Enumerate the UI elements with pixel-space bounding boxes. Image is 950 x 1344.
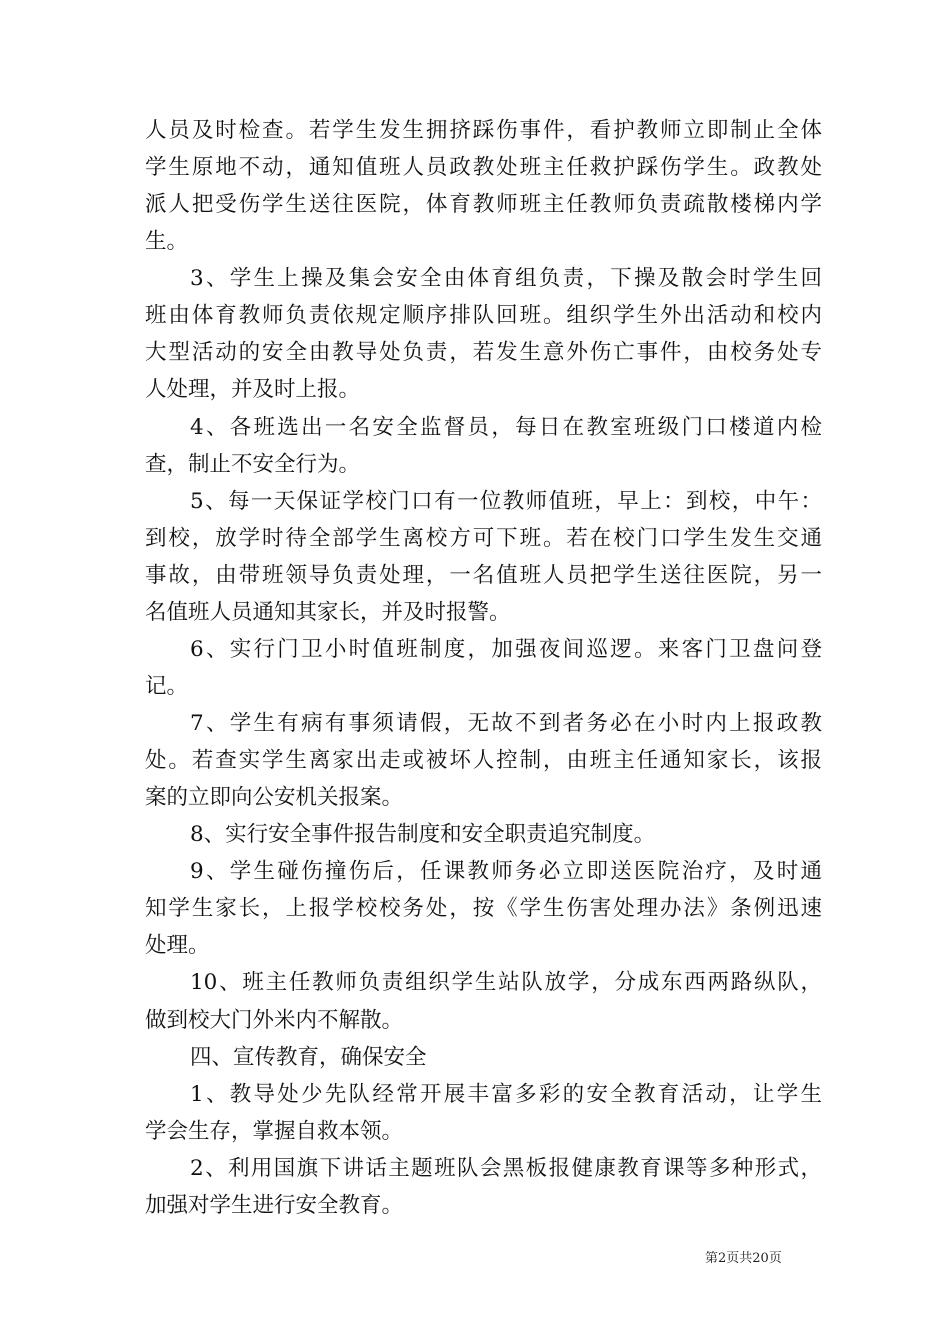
text-line: 3、学生上操及集会安全由体育组负责，下操及散会时学生回 xyxy=(190,266,822,292)
paragraph xyxy=(145,853,822,964)
paragraph xyxy=(145,816,822,853)
text-line: 生。 xyxy=(145,229,189,255)
text-line: 4、各班选出一名安全监督员，每日在教室班级门口楼道内检 xyxy=(190,414,822,440)
text-line: 9、学生碰伤撞伤后，任课教师务必立即送医院治疗，及时通 xyxy=(190,859,822,885)
paragraph xyxy=(145,112,822,260)
text-line: 人员及时检查。若学生发生拥挤踩伤事件，看护教师立即制止全体 xyxy=(145,118,822,143)
paragraph xyxy=(145,409,822,483)
paragraph xyxy=(145,631,822,705)
text-line: 处。若查实学生离家出走或被坏人控制，由班主任通知家长，该报 xyxy=(145,748,822,774)
text-line: 处理。 xyxy=(145,933,210,959)
text-line: 知学生家长，上报学校校务处，按《学生伤害处理办法》条例迅速 xyxy=(145,896,822,922)
paragraph xyxy=(145,260,822,408)
paragraph xyxy=(145,705,822,816)
text-line: 1、教导处少先队经常开展丰富多彩的安全教育活动，让学生 xyxy=(190,1081,822,1107)
text-line: 人处理，并及时上报。 xyxy=(145,377,361,403)
text-line: 学生原地不动，通知值班人员政教处班主任救护踩伤学生。政教处 xyxy=(145,155,822,181)
text-line: 记。 xyxy=(145,673,189,699)
text-line: 5、每一天保证学校门口有一位教师值班，早上：到校，中午： xyxy=(190,488,822,514)
text-line: 事故，由带班领导负责处理，一名值班人员把学生送往医院，另一 xyxy=(145,562,822,588)
text-line: 2、利用国旗下讲话主题班队会黑板报健康教育课等多种形式， xyxy=(190,1155,822,1181)
text-line: 案的立即向公安机关报案。 xyxy=(145,785,404,811)
text-line: 7、学生有病有事须请假，无故不到者务必在小时内上报政教 xyxy=(190,711,822,736)
text-line: 四、宣传教育，确保安全 xyxy=(190,1044,427,1070)
text-line: 10、班主任教师负责组织学生站队放学，分成东西两路纵队， xyxy=(190,970,822,996)
text-line: 到校，放学时待全部学生离校方可下班。若在校门口学生发生交通 xyxy=(145,525,822,551)
text-line: 8、实行安全事件报告制度和安全职责追究制度。 xyxy=(190,822,656,848)
text-line: 加强对学生进行安全教育。 xyxy=(145,1192,404,1218)
page-number: 第2页共20页 xyxy=(705,1251,782,1266)
text-line: 派人把受伤学生送往医院，体育教师班主任教师负责疏散楼梯内学 xyxy=(145,192,822,218)
text-line: 查，制止不安全行为。 xyxy=(145,451,361,477)
paragraph xyxy=(145,1039,822,1076)
document-body xyxy=(145,112,822,1224)
text-line: 名值班人员通知其家长，并及时报警。 xyxy=(145,599,511,625)
paragraph xyxy=(145,964,822,1038)
paragraph xyxy=(145,483,822,631)
paragraph xyxy=(145,1076,822,1150)
text-line: 班由体育教师负责依规定顺序排队回班。组织学生外出活动和校内 xyxy=(145,303,822,329)
text-line: 6、实行门卫小时值班制度，加强夜间巡逻。来客门卫盘问登 xyxy=(190,636,822,662)
text-line: 大型活动的安全由教导处负责，若发生意外伤亡事件，由校务处专 xyxy=(145,340,822,366)
text-line: 做到校大门外米内不解散。 xyxy=(145,1007,404,1033)
paragraph xyxy=(145,1150,822,1224)
text-line: 学会生存，掌握自救本领。 xyxy=(145,1118,404,1144)
